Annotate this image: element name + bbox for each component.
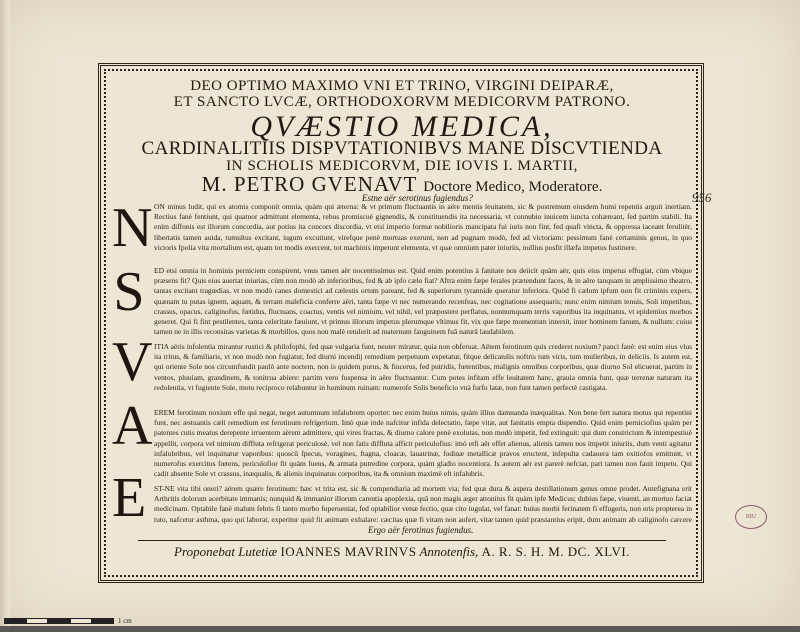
thesis-venue: IN SCHOLIS MEDICORVM, DIE IOVIS I. MARTII, [226,158,578,174]
library-stamp: BIU [735,505,767,529]
scale-segment [26,618,48,624]
scale-segment [70,618,92,624]
imprint-origin: Annotenfis, [419,544,479,559]
scale-segment [92,618,114,624]
paragraph-4: EREM ferotinum noxium effe qui negat, neget autumnum infalubrem oportet: nec enim huius nimis, quàm illius damnanda inæqualitas. Non bene fert natura motus qui repentini funt, nec æstuantis cæli remedium est ferotinum refrigerium. Imò quæ inde nafcitur infida delectatio, fæpe vitæ, aut fanitatis empta dispendio. Quid enim perniciofius quàm per patentes cutis meatus derepente irruentem aërem admittere, qui vires fractas, & diurno calore penè exolutas, non modò impetit, fed extinguit: qui dum constrictum & intempestiuè appellit, corpora vel nimium diffluta refrigerat periculosè, vel non fatis diffluta afficit periculofius: imò etfi aër effet alienus, alienis tamen nos impetit iniuriis, dum venti agitatur infalubribus, vel inquinatur vaporibus: quoscū fpecus, voragines, ftagna, cloacæ, lauatrinæ, fodinæ metallicæ pravos eructent, infepulta cadauera tam exitiofos emittunt, vt numerofus exercitus fœtens, periculofior fit quàm fuens, & armata putredine corpora, quàm gladio nocentiora. Is autem aër est parerè nefciat, pari tamen non fauit impetu. Qui cadit absente Sole vt crassus, inæqualis, & alienis inquinatus corporibus, ita & omnium maximè eft infalubris. [154,408,692,479]
dedication-line-2: ET SANCTO LVCÆ, ORTHODOXORVM MEDICORVM PATRONO. [173,94,631,110]
thesis-content [108,72,712,576]
initial-a: A [112,395,153,457]
dedication-line-1: DEO OPTIMO MAXIMO VNI ET TRINO, VIRGINI DEIPARÆ, [190,78,614,94]
moderator-name: M. PETRO GVENAVT [201,172,417,196]
imprint-date: A. R. S. H. M. DC. XLVI. [481,544,630,559]
initial-e: E [112,467,147,529]
thesis-title: QVÆSTIO MEDICA, [250,110,554,143]
question-bottom: Ergo aër ferotinus fugiendus. [368,525,474,535]
initial-s: S [113,261,145,323]
paragraph-1: ON minus ludit, qui ex atomis componit omnia, quàm qui æterna: & vt primum fluctuantis in aëre mentis leuitatem, sic & postremum eiusdem humi repentis arguit inertiam. Rectius fanè fentiunt, qui quatuor admittunt elementa, rebus promiscuè gignendis, & constituendis ita necessaria, vt connubio inuicem iuncta cohæreant, fed partim stabili. Ita enim diffonis est illorum concordia, aut potius ita concors discordia, vt etsi imperio formæ nobilioris mancipata fui iuris non fint, fed quafi vincta, & oppressa iaceant ferulitèr, libertatis tamen auida, tumultus excitant, iugum excutiunt, virefque penè mortuas exerunt, non ad pugnam modò, fed ad victoriam: pessimum fanè certaminis genus, in quo victoris fpolia vita mortalium est, quam tot modis exercent, tot machinis impetunt elementa, vt quæ omnium pater iniuriis, nullius posfit illæfa impetus fustinere. [154,202,692,252]
paragraph-3: ITIA aëris infolentia mirantur rustici & philofophi, fed quæ vulgaria funt, neuter miratur, quia non obferuat. Aëtem ferotinum quis crederet noxium? panci fanè: est enim eius vlus ita tritus, & familiaris, vt non modò non fugiatur, fed diurni incendij remedium perpetuum expetatur, fitque delicatulis noftris tum viris, tum mulieribus, in deliciis. Is autem est, qui oriente Sole nos circumfundit paulò ante noctem, non is quidem purus, & fincerus, fed putridis, fœtentibus, malignis omnibus corporibus, quæ diurno Sol elicuerat, partim in ventos, pluuiam, grandinem, & tonitrua abiere: partim vero fuspensa in aëre fluctuantur. Cum potes infitam effe leuitatem hanc, grauia omnia funt, quæ terrenæ naturam ita redolentia, vt fugiente Sole, motu reciproco relabuntur in hominum ruinam: numerofe Solis beneficio vnà furfu latæ, non funt tamen perfectè castigata. [154,342,692,392]
scale-bar [4,618,114,624]
binding-gutter [0,0,10,626]
paragraph-5: ST-NE vita tibi oneri? aërem quære ferotinum: hæc vt trita est, sic & compendiaria ad mortem via; fed quæ dura & aspera destillationum genus omne prodet. Antefignana erit Arthritis dolorum acerbitate immanis; nunquid & immanior illorum carentia apoplexia, quâ non magis æger attonitus fit quàm ipfe Medicus; dubius fæpe, viuenti, an mortuo faciat medicinam. Optabile fanè malum febris fi tanto morbo fuperueniat, fed optabilior venæ fectio, quæ cito iugulat, vel fanat: huius morbi ferinatem fi effugeris, non eris propterea in tuto, nafcetur asthma, quo qui laborat, experitur quid fit animam exhalare: cæcitas quæ fi vitam non aufert, vitæ tamen quid præstantius eripit, dum animam ab caliginofo carcere [154,484,692,524]
imprint-line [108,544,696,560]
initial-v: V [112,331,153,393]
scale-segment [48,618,70,624]
manuscript-number: 956 [692,190,712,205]
question-top: Estne aër serotinus fugiendus? [362,193,473,203]
initial-n: N [112,197,153,259]
imprint-prefix: Proponebat Lutetiæ [174,544,278,559]
moderator-role: Doctore Medico, Moderatore. [423,179,603,195]
footer-rule [138,540,666,541]
thesis-subtitle: CARDINALITIIS DISPVTATIONIBVS MANE DISCVTIENDA [141,138,663,159]
imprint-author: IOANNES MAVRINVS [280,544,417,559]
scale-segment [4,618,26,624]
paragraph-2: ED etsi omnia in hominis perniciem conspirent, vnus tamen aër nocentissimus est. Quid enim potentius à fanitate nos deiicit quàm aër, quis eius impetus effugiat, cùm vbique præsens fit? Quis eius auertat iniurias, cùm non modò ab inferioribus, fed & ab ipfo cælo fiat? Aftra enim fæpe ferales prætendunt faces, & in aëre tanquam in amplissimo theatro, tantas excitant tragœdias, vt non modò canes domestici ad cælestis ortum pareant, fed & superiorum tyrannide queratur inferiora. Quòd fi cælum ipfum non fit criminis expers, quænam tu putas ignem, aquam, & terram maleficia conferre aëri, tanta fæpe vt nec numerando recenfeas, nec cogitatione assequaris; nunc enim nimium tenuis, Soli impetibus, crassus, opacus, caliginofus, fœtidus, fluctuans, coactus, ventis vel nimium, vel nihil, vel præpostere perflatus, nonnumquam terris vaporibus ita inquinatus, vt epidemios morbos generet. Qui fi fint pestilentes, tanta celeritate fæuiunt, vt primus illorum impetus plerumque vltimus fit, vix que fæpe momentum intersit, inter hominem fanum, & nullum: cuius tamen ne in illis reconsitas varietas & morbillos, quos non malè retulerit ad maternum fanguinem fuâ naturâ laudabilem. [154,266,692,337]
scale-label: 1 cm [118,617,132,625]
